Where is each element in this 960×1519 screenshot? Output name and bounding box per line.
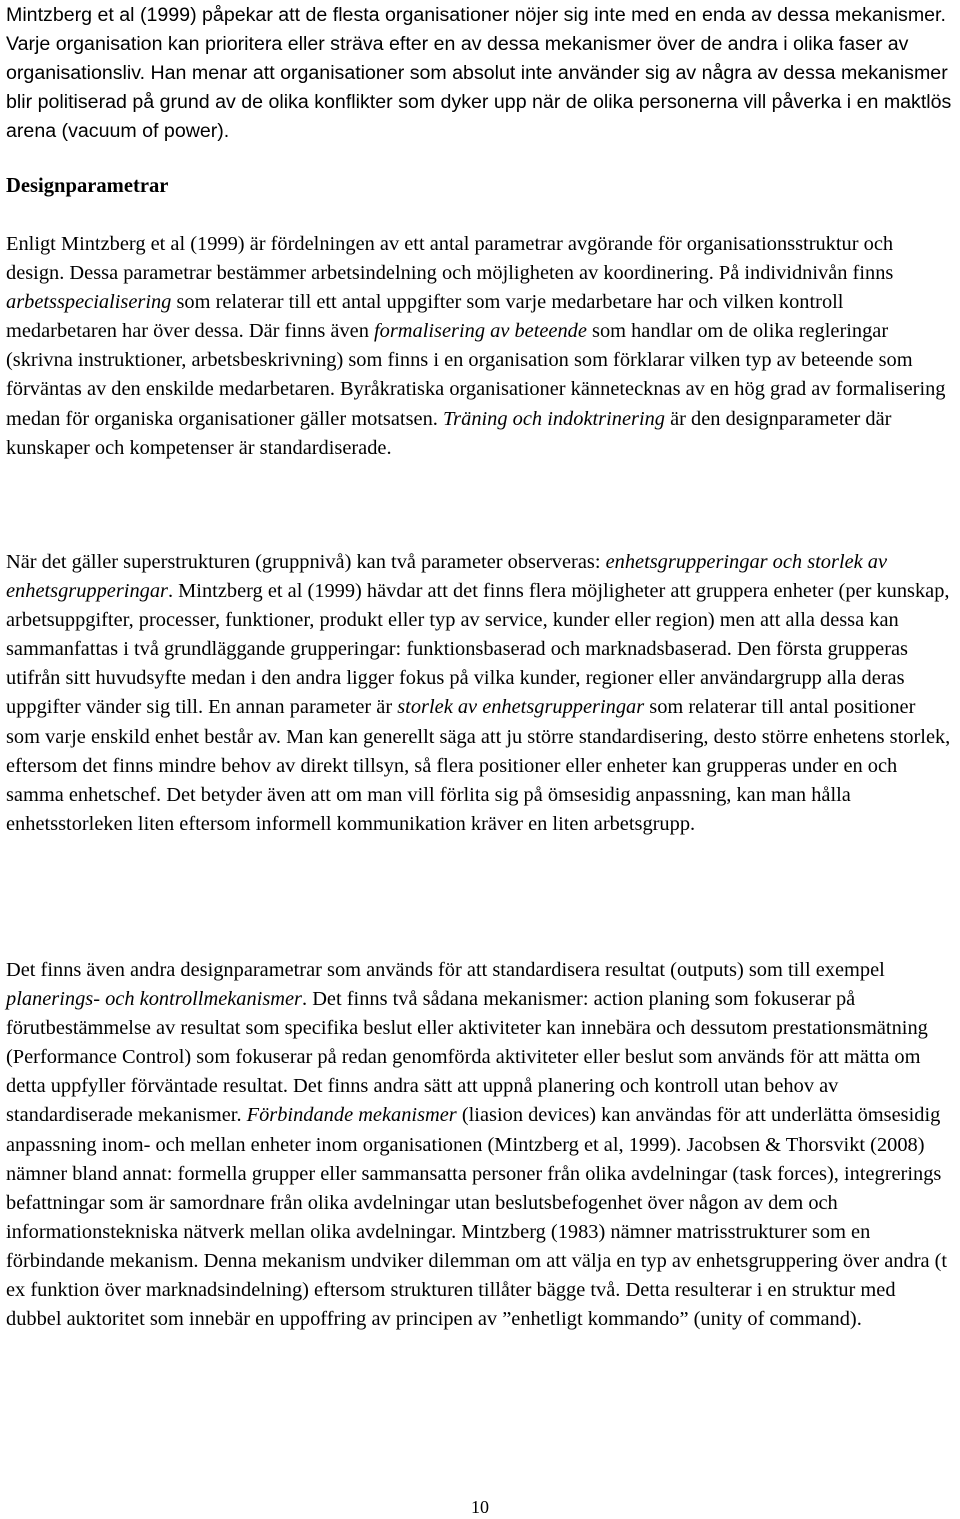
paragraph-other-parameters: Det finns även andra designparametrar som används för att standardisera resultat (outputs) som till exempel planerings- och kontrollmekanismer. Det finns två sådana mekanismer: action planing som fokuserar på förutbestämmelse av resultat som specifika beslut eller aktiviteter kan innebära och dessutom prestationsmätning (Performance Control) som fokuserar på redan genomförda aktiviteter eller beslut som används för att mätta om detta uppfyller förväntade resultat. Det finns andra sätt att uppnå planering och kontroll utan behov av standardiserade mekanismer. Förbindande mekanismer (liasion devices) kan användas för att underlätta ömsesidig anpassning inom- och mellan enheter inom organisationen (Mintzberg et al, 1999). Jacobsen & Thorsvikt (2008) nämner bland annat: formella grupper eller sammansatta personer från olika avdelningar (task forces), integrerings befattningar som är samordnare från olika avdelningar utan beslutsbefogenhet över någon av dem och informationstekniska nätverk mellan olika avdelningar. Mintzberg (1983) nämner matrisstrukturer som en förbindande mekanism. Denna mekanism undviker dilemman om att välja en typ av enhetsgruppering över andra (t ex funktion över marknadsindelning) eftersom strukturen tillåter bägge två. Detta resulterar i en struktur med dubbel auktoritet som innebär en uppoffring av principen av ”enhetligt kommando” (unity of command). [6,959,948,1331]
paragraph-group-level: När det gäller superstrukturen (gruppnivå) kan två parameter observeras: enhetsgrupperingar och storlek av enhetsgrupperingar. Mintzberg et al (1999) hävdar att det finns flera möjligheter att gruppera enheter (per kunskap, arbetsuppgifter, processer, funktioner, produkt eller typ av service, kunder eller region) men att alla dessa kan sammanfattas i två grundläggande grupperingar: funktionsbaserad och marknadsbaserad. Den första grupperas utifrån sitt huvudsyfte medan i den andra ligger fokus på vilka kunder, regioner eller användargrupp alla deras uppgifter vänder sig till. En annan parameter är storlek av enhetsgrupperingar som relaterar till antal positioner som varje enskild enhet består av. Man kan generellt säga att ju större standardisering, desto större enhetens storlek, eftersom det finns mindre behov av direkt tillsyn, så flera positioner eller enheter kan grupperas under en och samma enhetschef. Det betyder även att om man vill förlita sig på ömsesidig anpassning, kan man hålla enhetsstorleken liten eftersom informell kommunikation kräver en liten arbetsgrupp. [6,551,951,835]
page-number: 10 [471,1497,489,1517]
paragraph-individual-level: Enligt Mintzberg et al (1999) är fördelningen av ett antal parametrar avgörande för organisationsstruktur och design. Dessa parametrar bestämmer arbetsindelning och möjligheten av koordinering. På individnivån finns arbetsspecialisering som relaterar till ett antal uppgifter som varje medarbetare har och vilken kontroll medarbetaren har över dessa. Där finns även formalisering av beteende som handlar om de olika regleringar (skrivna instruktioner, arbetsbeskrivning) som finns i en organisation som förklarar vilken typ av beteende som förväntas av den enskilde medarbetaren. Byråkratiska organisationer kännetecknas av en hög grad av formalisering medan för organiska organisationer gäller motsatsen. Träning och indoktrinering är den designparameter där kunskaper och kompetenser är standardiserade. [6,233,946,459]
term-formalisering: formalisering av beteende [374,320,587,343]
term-planering: planerings- och kontrollmekanismer [6,988,302,1011]
term-enhetsgrupperingar: enhetsgrupperingar och storlek av enhetsgrupperingar [6,551,888,603]
term-traning: Träning och indoktrinering [442,407,666,430]
intro-paragraph: Mintzberg et al (1999) påpekar att de flesta organisationer nöjer sig inte med en enda av dessa mekanismer. Varje organisation kan prioritera eller sträva efter en av dessa mekanismer över de andra i olika faser av organisationsliv. Han menar att organisationer som absolut inte använder sig av några av dessa mekanismer blir politiserad på grund av de olika konflikter som dyker upp när de olika personerna vill påverka i en maktlös arena (vacuum of power). [6,4,952,142]
section-heading: Designparametrar [6,175,169,197]
term-storlek: storlek av enhetsgrupperingar [397,696,645,719]
term-arbetsspecialisering: arbetsspecialisering [6,291,172,314]
term-forbindande: Förbindande mekanismer [246,1104,457,1127]
